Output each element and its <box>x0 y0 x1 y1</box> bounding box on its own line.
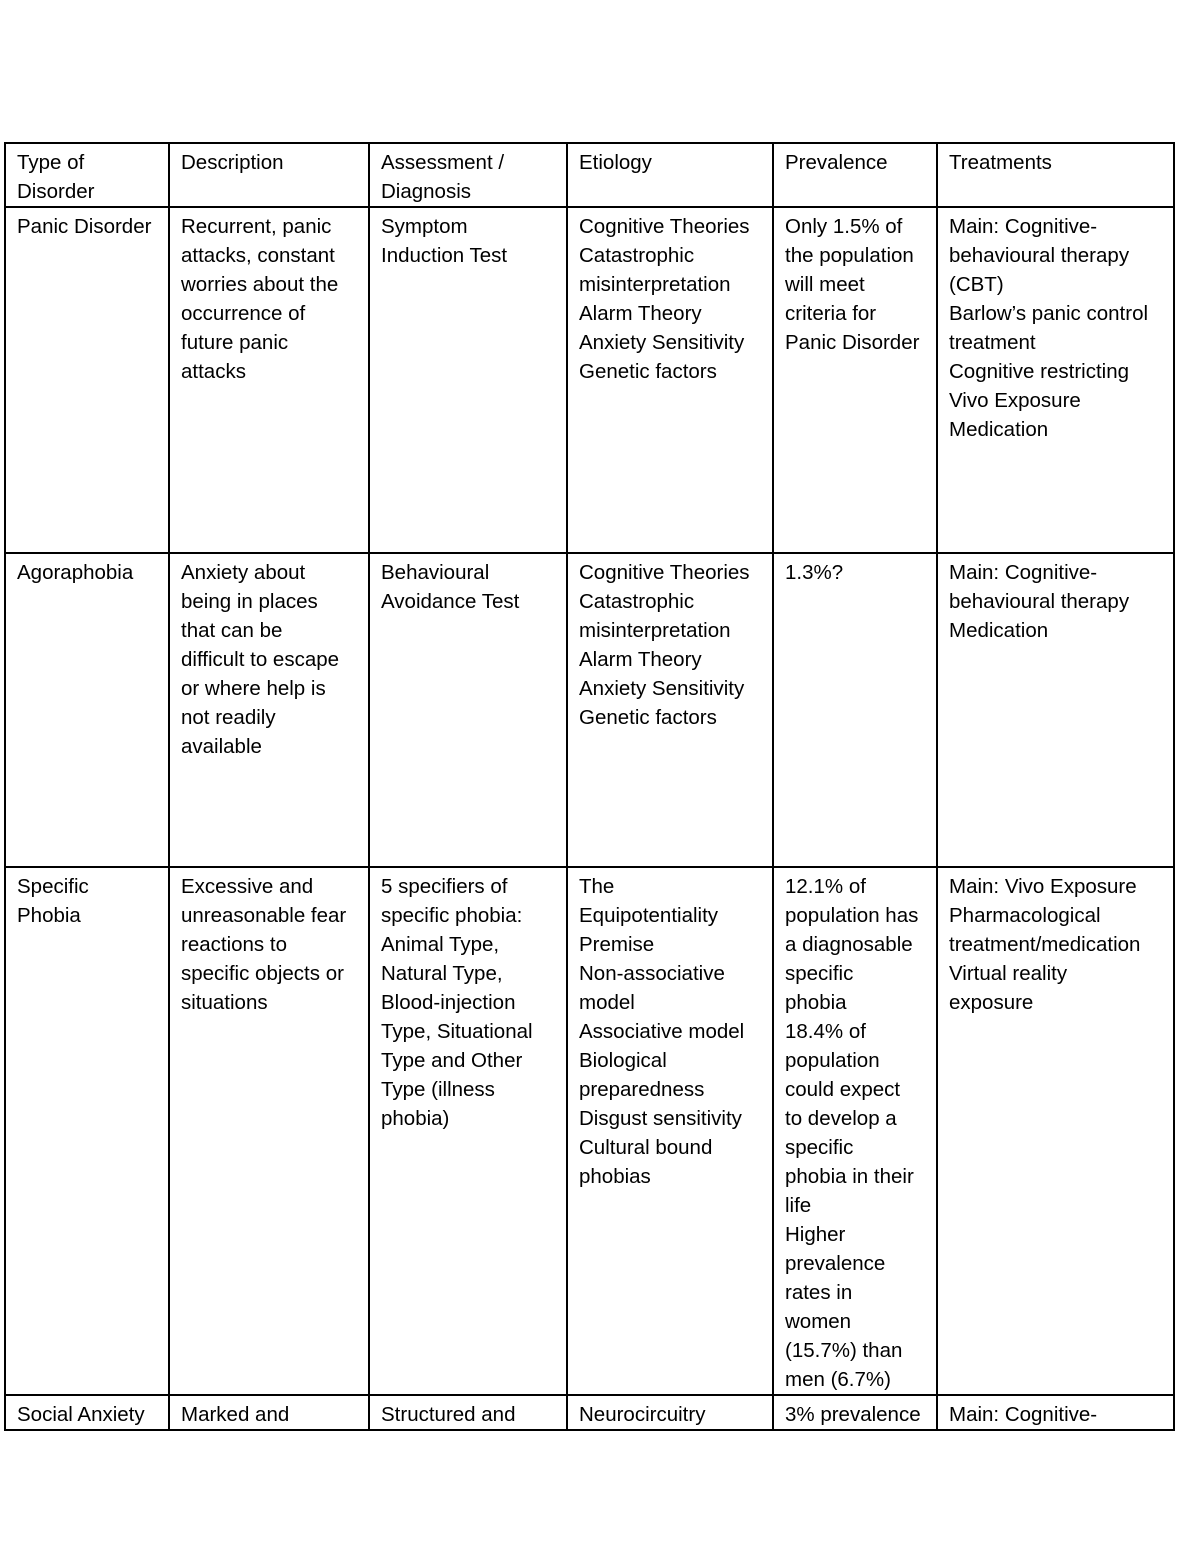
cell-text-line: Recurrent, panic <box>181 215 332 238</box>
cell-type-of-disorder <box>5 553 169 867</box>
cell-text-line: Genetic factors <box>579 706 717 729</box>
cell-prevalence <box>773 207 937 553</box>
cell-text-line: Excessive and <box>181 875 314 898</box>
cell-text-line: Specific <box>17 875 89 898</box>
cell-text-line: Catastrophic <box>579 244 695 267</box>
header-label: Type of Disorder <box>17 151 95 203</box>
cell-description <box>169 1395 369 1430</box>
cell-text-line: difficult to escape <box>181 648 340 671</box>
cell-text-line: occurrence of <box>181 302 306 325</box>
cell-text-line: Medication <box>949 619 1049 642</box>
cell-text-line: model <box>579 991 635 1014</box>
cell-treatments <box>937 553 1174 867</box>
cell-text-line: will meet <box>785 273 865 296</box>
cell-text-line: Social Anxiety <box>17 1403 145 1426</box>
cell-text-line: Main: Cognitive- <box>949 1403 1098 1426</box>
cell-text-line: 12.1% of <box>785 875 866 898</box>
cell-text-line: available <box>181 735 262 758</box>
cell-etiology <box>567 207 773 553</box>
cell-text-line: 1.3%? <box>785 561 844 584</box>
cell-text-line: Non-associative <box>579 962 725 985</box>
cell-type-of-disorder <box>5 867 169 1395</box>
cell-text-line: Main: Vivo Exposure <box>949 875 1137 898</box>
cell-text-line: population has <box>785 904 919 927</box>
cell-text-line: prevalence <box>785 1252 886 1275</box>
cell-text-line: Avoidance Test <box>381 590 520 613</box>
cell-text-line: to develop a <box>785 1107 897 1130</box>
cell-text-line: population <box>785 1049 880 1072</box>
cell-text-line: 18.4% of <box>785 1020 866 1043</box>
cell-text-line: Higher <box>785 1223 846 1246</box>
cell-text-line: phobia) <box>381 1107 450 1130</box>
cell-text-line: Only 1.5% of <box>785 215 903 238</box>
cell-text-line: treatment/medication <box>949 933 1141 956</box>
cell-prevalence <box>773 1395 937 1430</box>
cell-text-line: Type (illness <box>381 1078 495 1101</box>
cell-text-line: Alarm Theory <box>579 302 702 325</box>
cell-text-line: or where help is <box>181 677 326 700</box>
cell-text-line: Disgust sensitivity <box>579 1107 742 1130</box>
cell-text-line: exposure <box>949 991 1034 1014</box>
cell-description <box>169 553 369 867</box>
cell-treatments <box>937 867 1174 1395</box>
cell-text-line: 5 specifiers of <box>381 875 508 898</box>
cell-text-line: attacks, constant <box>181 244 335 267</box>
cell-text-line: Neurocircuitry <box>579 1403 706 1426</box>
cell-text-line: Main: Cognitive- <box>949 215 1098 238</box>
cell-text-line: Catastrophic <box>579 590 695 613</box>
cell-text-line: Blood-injection <box>381 991 516 1014</box>
cell-text-line: (15.7%) than <box>785 1339 903 1362</box>
cell-text-line: specific <box>785 1136 854 1159</box>
table-row <box>5 1395 1174 1430</box>
cell-text-line: Behavioural <box>381 561 490 584</box>
cell-text-line: criteria for <box>785 302 877 325</box>
cell-description <box>169 867 369 1395</box>
cell-text-line: treatment <box>949 331 1036 354</box>
cell-text-line: Vivo Exposure <box>949 389 1081 412</box>
cell-text-line: Cognitive restricting <box>949 360 1130 383</box>
cell-text-line: Pharmacological <box>949 904 1101 927</box>
cell-type-of-disorder <box>5 1395 169 1430</box>
cell-text-line: specific phobia: <box>381 904 523 927</box>
cell-text-line: Panic Disorder <box>17 215 152 238</box>
cell-text-line: Natural Type, <box>381 962 503 985</box>
header-treatments <box>937 143 1174 207</box>
table-row <box>5 207 1174 553</box>
cell-text-line: life <box>785 1194 812 1217</box>
cell-text-line: Panic Disorder <box>785 331 920 354</box>
table-row <box>5 553 1174 867</box>
cell-text-line: Cognitive Theories <box>579 561 750 584</box>
cell-text-line: Genetic factors <box>579 360 717 383</box>
cell-text-line: Anxiety Sensitivity <box>579 677 745 700</box>
header-description <box>169 143 369 207</box>
cell-etiology <box>567 867 773 1395</box>
cell-text-line: reactions to <box>181 933 287 956</box>
cell-text-line: misinterpretation <box>579 273 731 296</box>
cell-text-line: could expect <box>785 1078 901 1101</box>
header-row <box>5 143 1174 207</box>
cell-text-line: Type, Situational <box>381 1020 533 1043</box>
cell-assessment <box>369 553 567 867</box>
cell-type-of-disorder <box>5 207 169 553</box>
cell-text-line: Premise <box>579 933 655 956</box>
cell-text-line: misinterpretation <box>579 619 731 642</box>
cell-text-line: rates in <box>785 1281 853 1304</box>
cell-text-line: Main: Cognitive- <box>949 561 1098 584</box>
cell-text-line: Marked and <box>181 1403 290 1426</box>
cell-text-line: Cultural bound <box>579 1136 713 1159</box>
cell-treatments <box>937 207 1174 553</box>
cell-text-line: situations <box>181 991 268 1014</box>
table-body <box>5 143 1174 1430</box>
cell-etiology <box>567 553 773 867</box>
cell-description <box>169 207 369 553</box>
cell-text-line: Symptom <box>381 215 468 238</box>
cell-assessment <box>369 867 567 1395</box>
cell-text-line: specific <box>785 962 854 985</box>
header-label: Treatments <box>949 151 1052 174</box>
cell-text-line: specific objects or <box>181 962 344 985</box>
header-type-of-disorder <box>5 143 169 207</box>
cell-assessment <box>369 207 567 553</box>
header-label: Etiology <box>579 151 652 174</box>
cell-text-line: phobia <box>785 991 847 1014</box>
cell-text-line: Cognitive Theories <box>579 215 750 238</box>
cell-text-line: Induction Test <box>381 244 508 267</box>
header-label: Description <box>181 151 284 174</box>
cell-assessment <box>369 1395 567 1430</box>
cell-text-line: Phobia <box>17 904 81 927</box>
cell-text-line: Structured and <box>381 1403 516 1426</box>
cell-text-line: phobias <box>579 1165 651 1188</box>
header-etiology <box>567 143 773 207</box>
header-prevalence <box>773 143 937 207</box>
cell-text-line: Type and Other <box>381 1049 523 1072</box>
cell-text-line: women <box>785 1310 852 1333</box>
cell-text-line: that can be <box>181 619 283 642</box>
cell-text-line: the population <box>785 244 914 267</box>
cell-text-line: a diagnosable <box>785 933 913 956</box>
cell-text-line: Associative model <box>579 1020 745 1043</box>
cell-text-line: Virtual reality <box>949 962 1068 985</box>
cell-text-line: Anxiety about <box>181 561 306 584</box>
cell-prevalence <box>773 553 937 867</box>
cell-text-line: being in places <box>181 590 318 613</box>
header-label: Prevalence <box>785 151 888 174</box>
disorders-table <box>4 142 1175 1431</box>
cell-text-line: 3% prevalence <box>785 1403 921 1426</box>
header-label: Assessment / Diagnosis <box>381 151 505 203</box>
cell-text-line: preparedness <box>579 1078 705 1101</box>
header-assessment <box>369 143 567 207</box>
cell-etiology <box>567 1395 773 1430</box>
cell-text-line: behavioural therapy <box>949 590 1130 613</box>
cell-text-line: not readily <box>181 706 276 729</box>
cell-text-line: (CBT) <box>949 273 1004 296</box>
cell-text-line: phobia in their <box>785 1165 914 1188</box>
cell-text-line: worries about the <box>181 273 339 296</box>
cell-text-line: Equipotentiality <box>579 904 719 927</box>
cell-text-line: future panic <box>181 331 289 354</box>
cell-text-line: men (6.7%) <box>785 1368 891 1391</box>
cell-text-line: Agoraphobia <box>17 561 134 584</box>
cell-text-line: Medication <box>949 418 1049 441</box>
cell-text-line: attacks <box>181 360 246 383</box>
cell-text-line: Alarm Theory <box>579 648 702 671</box>
cell-text-line: Biological <box>579 1049 667 1072</box>
cell-text-line: The <box>579 875 615 898</box>
cell-text-line: unreasonable fear <box>181 904 347 927</box>
table-row <box>5 867 1174 1395</box>
cell-treatments <box>937 1395 1174 1430</box>
cell-text-line: behavioural therapy <box>949 244 1130 267</box>
cell-text-line: Barlow’s panic control <box>949 302 1149 325</box>
cell-prevalence <box>773 867 937 1395</box>
cell-text-line: Animal Type, <box>381 933 500 956</box>
cell-text-line: Anxiety Sensitivity <box>579 331 745 354</box>
